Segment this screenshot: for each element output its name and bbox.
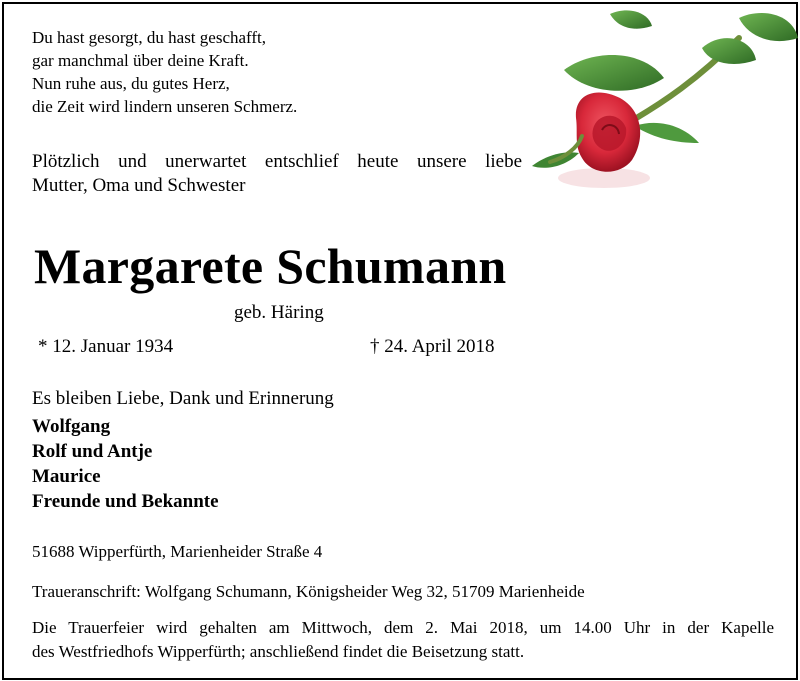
mourner-name: Wolfgang [32,416,111,437]
rose-image [524,8,798,198]
mourner-name: Rolf und Antje [32,441,153,462]
obituary-card [2,2,798,680]
ceremony-line: des Westfriedhofs Wipperfürth; anschließend findet die Beisetzung statt. [32,642,525,661]
address: 51688 Wipperfürth, Marienheider Straße 4 [32,542,323,561]
intro-line: Plötzlich und unerwartet entschlief heute unsere liebe [32,151,522,172]
poem-line: gar manchmal über deine Kraft. [32,51,249,70]
intro-text [32,150,522,198]
rose-leaf [739,13,798,41]
mourners-list [32,414,219,514]
rose-leaf [564,55,664,91]
mourning-address: Traueranschrift: Wolfgang Schumann, Königsheider Weg 32, 51709 Marienheide [32,582,585,601]
mourner-name: Maurice [32,466,101,487]
rose-leaf [610,10,652,28]
rose-leaf [702,38,756,64]
death-date: † 24. April 2018 [370,336,495,357]
birth-date: * 12. Januar 1934 [38,336,174,357]
poem [32,26,297,118]
ceremony-line: Die Trauerfeier wird gehalten am Mittwoch, dem 2. Mai 2018, um 14.00 Uhr in der Kapelle [32,618,774,637]
poem-line: Du hast gesorgt, du hast geschafft, [32,28,267,47]
poem-line: die Zeit wird lindern unseren Schmerz. [32,97,298,116]
rose-sepal [634,123,699,143]
poem-line: Nun ruhe aus, du gutes Herz, [32,74,230,93]
intro-line: Mutter, Oma und Schwester [32,175,246,196]
mourner-name: Freunde und Bekannte [32,491,219,512]
ceremony-text [32,616,774,664]
mourning-line: Es bleiben Liebe, Dank und Erinnerung [32,388,334,409]
maiden-name: geb. Häring [234,302,324,323]
deceased-name: Margarete Schumann [34,238,507,294]
